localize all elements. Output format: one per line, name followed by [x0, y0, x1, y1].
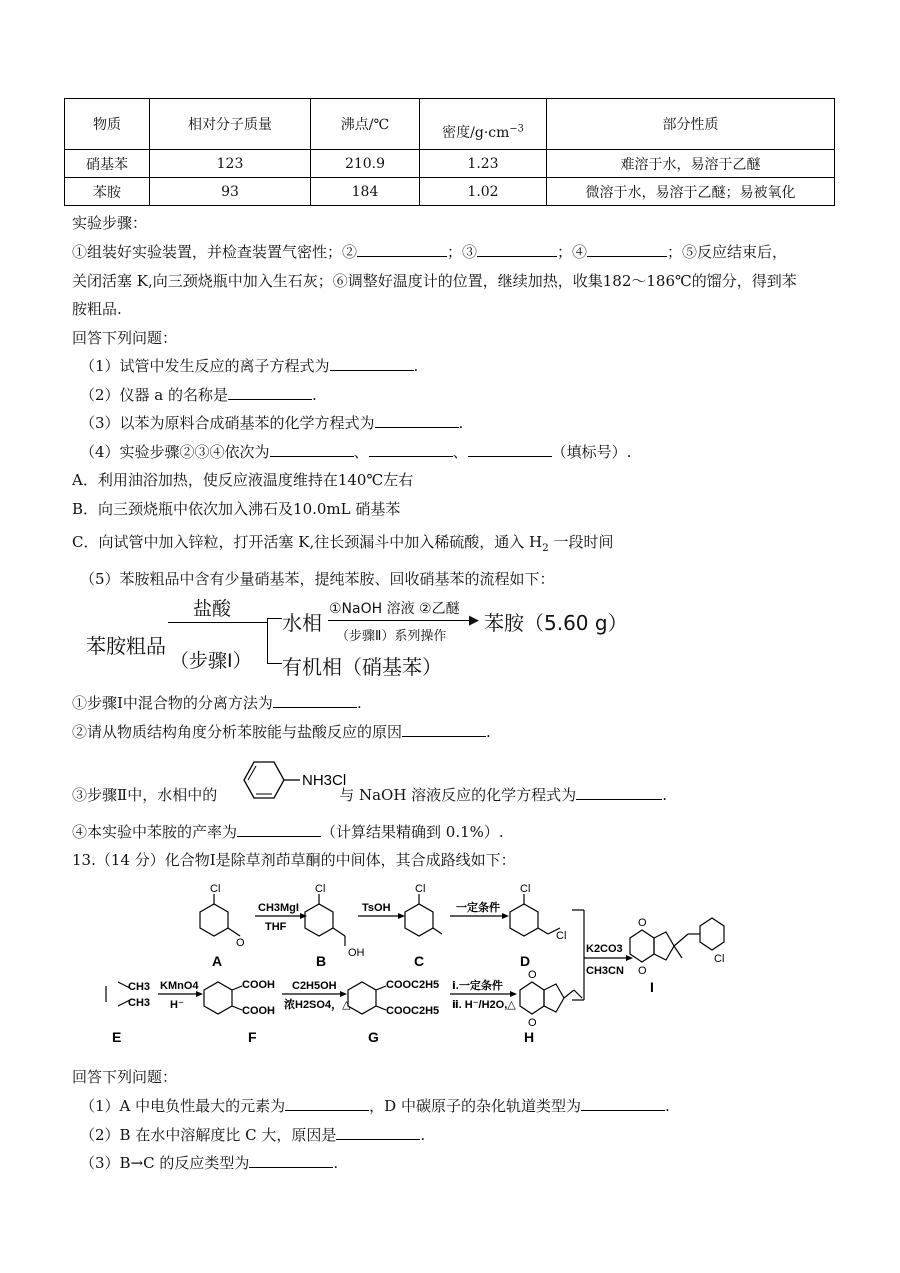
o-label: O	[236, 937, 245, 949]
answer-blank[interactable]	[357, 241, 447, 257]
cell: 123	[150, 150, 311, 178]
label-b: B	[316, 953, 327, 969]
sub-question-4: ④本实验中苯胺的产率为 （计算结果精确到 0.1%）.	[72, 823, 504, 841]
cell: 1.02	[420, 178, 547, 206]
answer-blank[interactable]	[581, 1095, 665, 1111]
reagent-6: C2H5OH	[292, 980, 337, 992]
flow-org: 有机相（硝基苯）	[282, 655, 442, 679]
step-line-2: 关闭活塞 K,向三颈烧瓶中加入生石灰；⑥调整好温度计的位置，继续加热，收集182～186℃的馏分，得到苯	[72, 272, 797, 290]
question-4: （4）实验步骤②③④依次为 、 、 （填标号）.	[80, 443, 632, 461]
reagent-5b: H⁻	[170, 999, 184, 1011]
header-mw: 相对分子质量	[150, 99, 311, 150]
cl-label: Cl	[520, 883, 531, 895]
flow-arrow-1	[168, 622, 268, 623]
option-a: A．利用油浴加热，使反应液温度维持在140℃左右	[72, 471, 414, 489]
cooh-label: COOH	[242, 1005, 275, 1017]
flow-arrow-2	[328, 620, 474, 621]
cell: 苯胺	[65, 178, 150, 206]
answer-blank[interactable]	[237, 821, 321, 837]
reagent-1b: THF	[265, 921, 287, 933]
flow-step2: （步骤Ⅱ）系列操作	[336, 629, 447, 644]
table-row	[65, 150, 835, 178]
part-1: （1）A 中电负性最大的元素为 ，D 中碳原子的杂化轨道类型为 .	[80, 1097, 670, 1115]
reagent-3: 一定条件	[456, 902, 500, 914]
part-3: （3）B→C 的反应类型为 .	[80, 1154, 339, 1172]
answer-blank[interactable]	[249, 1152, 333, 1168]
synthesis-scheme	[100, 882, 790, 1052]
o-label: O	[638, 917, 647, 929]
o-label: O	[528, 1017, 537, 1029]
table-header-row	[65, 99, 835, 150]
nh3cl-label: NH3Cl	[302, 772, 347, 789]
sub-question-1: ①步骤Ⅰ中混合物的分离方法为 .	[72, 694, 362, 712]
label-a: A	[212, 953, 223, 969]
question-5: （5）苯胺粗品中含有少量硝基苯，提纯苯胺、回收硝基苯的流程如下：	[80, 570, 555, 588]
steps-title: 实验步骤：	[72, 214, 148, 232]
answer-blank[interactable]	[369, 441, 453, 457]
answer-blank[interactable]	[402, 721, 486, 737]
answer-title: 回答下列问题：	[72, 329, 178, 347]
label-i: I	[650, 979, 654, 995]
reagent-5: KMnO4	[160, 980, 199, 992]
header-bp: 沸点/℃	[311, 99, 420, 150]
answer-blank[interactable]	[270, 441, 354, 457]
part-2: （2）B 在水中溶解度比 C 大，原因是 .	[80, 1126, 426, 1144]
flow-acid: 盐酸	[193, 598, 232, 620]
answer-blank[interactable]	[468, 441, 552, 457]
cl-label: Cl	[315, 883, 326, 895]
option-b: B．向三颈烧瓶中依次加入沸石及10.0mL 硝基苯	[72, 500, 401, 518]
header-props: 部分性质	[547, 99, 835, 150]
label-g: G	[368, 1029, 379, 1045]
question-13: 13.（14 分）化合物Ⅰ是除草剂茚草酮的中间体，其合成路线如下：	[72, 851, 516, 869]
option-c: C．向试管中加入锌粒，打开活塞 K,往长颈漏斗中加入稀硫酸，通入 $H_2$ 一段时间	[72, 533, 614, 554]
label-c: C	[414, 953, 425, 969]
cooet-label: COOC2H5	[386, 1005, 440, 1017]
reagent-7b: ⅱ. H⁻/H2O,△	[452, 999, 516, 1011]
step-line-3: 胺粗品.	[72, 300, 122, 318]
reagent-2: TsOH	[362, 902, 391, 914]
o-label: O	[528, 969, 537, 981]
cl-label: Cl	[210, 883, 221, 895]
answer-blank[interactable]	[477, 241, 557, 257]
cell: 210.9	[311, 150, 420, 178]
cl-label: Cl	[714, 953, 725, 965]
answer-blank[interactable]	[576, 784, 662, 800]
question-2: （2）仪器 a 的名称是 .	[80, 386, 317, 404]
question-3: （3）以苯为原料合成硝基苯的化学方程式为 .	[80, 414, 464, 432]
cell: 难溶于水，易溶于乙醚	[547, 150, 835, 178]
ch3-label: CH3	[128, 981, 151, 993]
cl-label: Cl	[556, 930, 567, 942]
answer-blank[interactable]	[336, 1124, 420, 1140]
label-e: E	[112, 1029, 122, 1045]
answer-blank[interactable]	[375, 412, 459, 428]
o-label: O	[638, 965, 647, 977]
label-h: H	[524, 1029, 535, 1045]
sub-question-3: ③步骤Ⅱ中，水相中的 与 NaOH 溶液反应的化学方程式为 .	[72, 786, 667, 804]
flow-reagents: ①NaOH 溶液 ②乙醚	[329, 601, 460, 617]
header-density: 密度$/g\cdot cm^{-3}$	[420, 99, 547, 150]
cooh-label: COOH	[242, 979, 275, 991]
reagent-7: ⅰ.一定条件	[452, 980, 503, 992]
flow-step1: （步骤Ⅰ）	[170, 650, 252, 672]
answer-blank[interactable]	[330, 355, 414, 371]
sub-question-2: ②请从物质结构角度分析苯胺能与盐酸反应的原因 .	[72, 723, 491, 741]
cl-label: Cl	[415, 883, 426, 895]
question-1: （1）试管中发生反应的离子方程式为 .	[80, 357, 419, 375]
answer-blank[interactable]	[228, 384, 312, 400]
step-line-1: ①组装好实验装置，并检查装置气密性；② ；③ ；④ ；⑤反应结束后，	[72, 243, 788, 261]
cell: 184	[311, 178, 420, 206]
cooet-label: COOC2H5	[386, 979, 440, 991]
answer-blank[interactable]	[285, 1095, 369, 1111]
reagent-4: K2CO3	[586, 943, 623, 955]
property-table	[64, 98, 835, 206]
label-d: D	[520, 953, 531, 969]
reagent-4b: CH3CN	[586, 965, 624, 977]
flow-branch	[267, 618, 282, 664]
header-substance: 物质	[65, 99, 150, 150]
label-f: F	[248, 1029, 257, 1045]
cell: 1.23	[420, 150, 547, 178]
answer-blank[interactable]	[273, 692, 357, 708]
cell: 93	[150, 178, 311, 206]
reagent-6b: 浓H2SO4，△	[284, 999, 351, 1011]
cell: 硝基苯	[65, 150, 150, 178]
anilinium-structure	[232, 756, 362, 806]
arrowhead-icon: ▶	[469, 613, 479, 628]
cell: 微溶于水，易溶于乙醚；易被氧化	[547, 178, 835, 206]
flow-start: 苯胺粗品	[86, 634, 166, 658]
reagent-1: CH3MgI	[258, 902, 299, 914]
answer-title-2: 回答下列问题：	[72, 1068, 178, 1086]
answer-blank[interactable]	[587, 241, 667, 257]
table-row	[65, 178, 835, 206]
oh-label: OH	[348, 947, 365, 959]
flow-product: 苯胺（5.60 g）	[484, 611, 628, 635]
flow-aq: 水相	[282, 611, 322, 635]
ch3-label: CH3	[128, 997, 151, 1009]
